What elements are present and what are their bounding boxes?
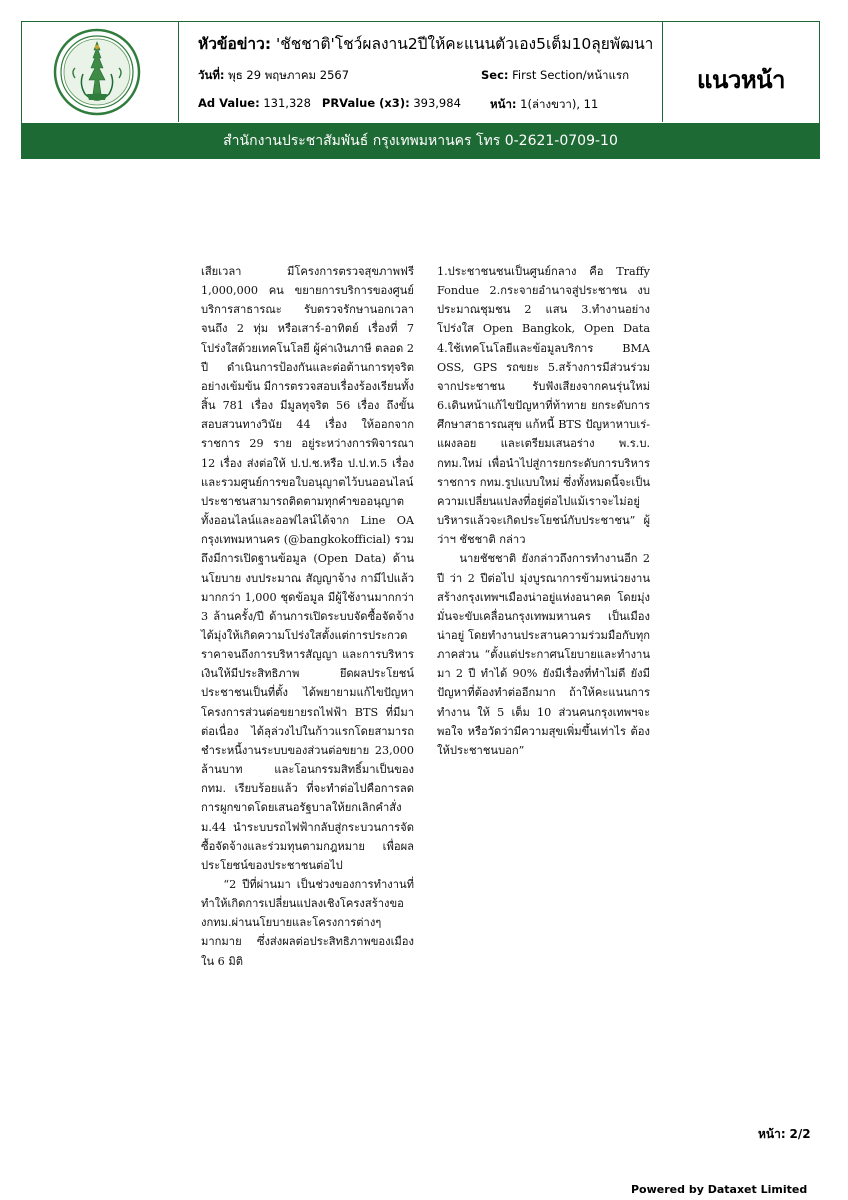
article-paragraph: เสียเวลา มีโครงการตรวจสุขภาพฟรี 1,000,000 คน ขยายการบริการของศูนย์บริการสาธารณะ รับตรวจรักษานอกเวลา จนถึง 2 ทุ่ม หรือเสาร์-อาทิตย์ เรื่องที่ 7 โปร่งใสด้วยเทคโนโลยี ผู้ค่าเงินภาษี ตลอด 2 ปี ดำเนินการป้องกันและต่อต้านการทุจริตอย่างเข้มข้น มีการตรวจสอบเรื่องร้องเรียนทั้งสิ้น 781 เรื่อง มีมูลทุจริต 56 เรื่อง ถึงขั้นสอบสวนทางวินัย 44 เรื่อง ให้ออกจากราชการ 29 ราย อยู่ระหว่างการพิจารณา 12 เรื่อง ส่งต่อให้ ป.ป.ช.หรือ ป.ป.ท.5 เรื่อง และรวมศูนย์การขอใบอนุญาตไว้บนออนไลน์ ประชาชนสามารถติดตามทุกคำขออนุญาตทั้งออนไลน์และออฟไลน์ได้จาก Line OA กรุงเทพมหานคร (@bangkokofficial) รวมถึงมีการเปิดฐานข้อมูล (Open Data) ด้านนโยบาย งบประมาณ สัญญาจ้าง กามีไปแล้วมากกว่า 1,000 ชุดข้อมูล มีผู้ใช้งานมากกว่า 3 ล้านครั้ง/ปี ด้านการเปิดระบบจัดซื้อจัดจ้าง ได้มุ่งให้เกิดความโปร่งใสตั้งแต่การประกวดราคาจนถึงการบริหารสัญญา และการบริหารเงินให้มีประสิทธิภาพ ยึดผลประโยชน์ประชาชนเป็นที่ตั้ง ได้พยายามแก้ไขปัญหาโครงการส่วนต่อขยายรถไฟฟ้า BTS ที่มีมาต่อเนื่อง ได้ลุล่วงไปในก้าวแรกโดยสามารถชำระหนี้งานระบบของส่วนต่อขยาย 23,000 ล้านบาท และโอนกรรมสิทธิ์มาเป็นของ กทม. เรียบร้อยแล้ว ที่จะทำต่อไปคือการลดการผูกขาดโดยเสนอรัฐบาลให้ยกเลิกคำสั่ง ม.44 นำระบบรถไฟฟ้ากลับสู่กระบวนการจัดซื้อจัดจ้างและร่วมทุนตามกฎหมาย เพื่อผลประโยชน์ของประชาชนต่อไป [201,265,414,872]
bma-seal-logo [53,28,141,116]
powered-by: Powered by Dataxet Limited [631,1183,808,1196]
ad-value-label: Ad Value: [198,96,260,110]
article-column-1 [201,262,414,971]
clipping-header [21,21,820,124]
office-banner: สำนักงานประชาสัมพันธ์ กรุงเทพมหานคร โทร 0-2621-0709-10 [21,124,820,159]
section-info [481,67,629,85]
date-section-row [198,67,678,85]
pr-value: 393,984 [413,96,461,110]
page-info [490,96,598,114]
ad-value: 131,328 [263,96,311,110]
article-paragraph: 1.ประชาชนชนเป็นศูนย์กลาง คือ Traffy Fondue 2.กระจายอำนาจสู่ประชาชน งบประมาณชุมชน 2 แสน 3.ทำงานอย่างโปร่งใส Open Bangkok, Open Data 4.ใช้เทคโนโลยีและข้อมูลบริการ BMA OSS, GPS รถขยะ 5.สร้างการมีส่วนร่วมจากประชาชน รับฟังเสียงจากคนรุ่นใหม่ 6.เดินหน้าแก้ไขปัญหาที่ท้าทาย ยกระดับการศึกษาสาธารณสุข แก้หนี้ BTS ปัญหาหาบเร่-แผงลอย และเตรียมเสนอร่าง พ.ร.บ. กทม.ใหม่ เพื่อนำไปสู่การยกระดับการบริหารราชการ กทม.รูปแบบใหม่ ซึ่งทั้งหมดนี้จะเป็นความเปลี่ยนแปลงที่อยู่ต่อไปแม้เราจะไม่อยู่บริหารแล้วจะเกิดประโยชน์กับประชาชน” ผู้ว่าฯ ชัชชาติ กล่าว [437,265,650,547]
page-label: หน้า: [490,97,517,111]
headline [198,31,698,56]
date-label: วันที่: [198,68,225,82]
clipping-info [198,22,662,122]
logo-cell [22,22,179,122]
page-number [758,1125,811,1144]
value-row [198,96,678,110]
pr-value-label: PRValue (x3): [321,96,410,110]
page-value: 1(ล่างขวา), 11 [520,97,599,111]
headline-text: 'ชัชชาติ'โชว์ผลงาน2ปีให้คะแนนตัวเอง5เต็ม10ลุยพัฒนา [275,35,654,53]
section-value: First Section/หน้าแรก [512,68,630,82]
page-number-label: หน้า: [758,1127,786,1141]
article-paragraph: นายชัชชาติ ยังกล่าวถึงการทำงานอีก 2 ปี ว่า 2 ปีต่อไป มุ่งบูรณาการข้ามหน่วยงาน สร้างกรุงเทพฯเมืองน่าอยู่แห่งอนาคต โดยมุ่งมั่นจะขับเคลื่อนกรุงเทพมหานคร เป็นเมืองน่าอยู่ โดยทำงานประสานความร่วมมือกับทุกภาคส่วน “ตั้งแต่ประกาศนโยบายและทำงานมา 2 ปี ทำได้ 90% ยังมีเรื่องที่ทำไม่ดี ยังมีปัญหาที่ต้องทำต่ออีกมาก ถ้าให้คะแนนการทำงาน ให้ 5 เต็ม 10 ส่วนคนกรุงเทพฯจะพอใจ หรือวัดว่ามีความสุขเพิ่มขึ้นเท่าไร ต้องให้ประชาชนบอก” [437,552,650,757]
article-column-2 [437,262,650,760]
article-paragraph: “2 ปีที่ผ่านมา เป็นช่วงของการทำงานที่ทำให้เกิดการเปลี่ยนแปลงเชิงโครงสร้างของกทม.ผ่านนโยบายและโครงการต่างๆ มากมาย ซึ่งส่งผลต่อประสิทธิภาพของเมือง ใน 6 มิติ [201,878,414,968]
date-value: พุธ 29 พฤษภาคม 2567 [228,68,350,82]
publication-name: แนวหน้า [696,66,786,94]
section-label: Sec: [481,68,509,82]
page-number-value: 2/2 [789,1127,811,1141]
headline-label: หัวข้อข่าว: [198,35,272,53]
publication-cell [662,22,819,122]
